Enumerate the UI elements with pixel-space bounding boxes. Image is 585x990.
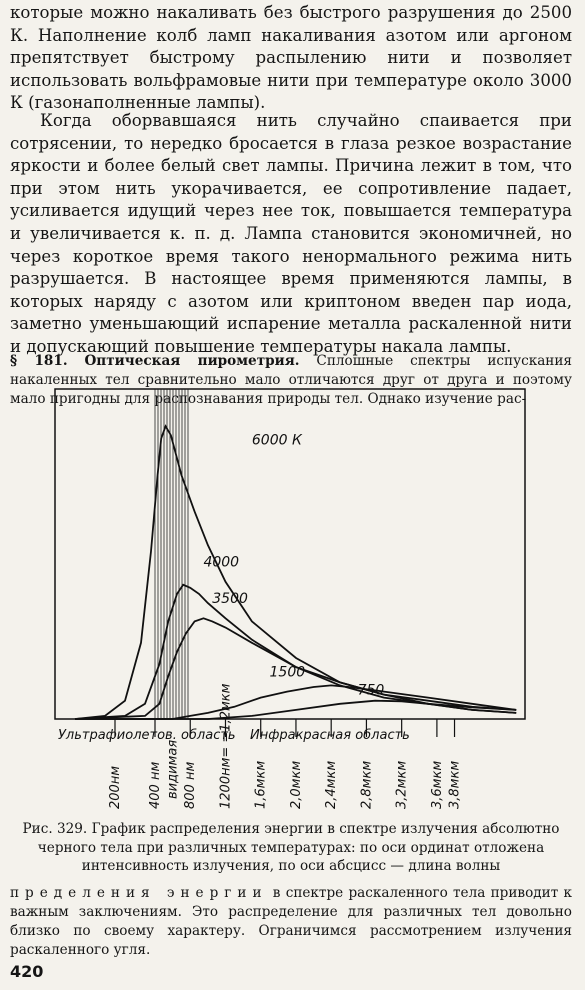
x-tick-label: 800 нм bbox=[183, 761, 199, 809]
x-tick-label: 2,0мкм bbox=[288, 760, 304, 809]
curve-label-2: 3500 bbox=[212, 591, 248, 608]
uv-region-label: Ультрафиолетов. область bbox=[58, 728, 236, 743]
x-tick-label: 1200нм= =1,2мкм bbox=[218, 683, 234, 809]
x-tick-label: 3,8мкм bbox=[447, 760, 463, 809]
figure-caption: Рис. 329. График распределения энергии в спектре излучения абсолютно черного тела при различных температурах: по оси ординат отложена интенсивность излучения, по оси абсцисс — длина волны bbox=[22, 821, 560, 874]
curve-3 bbox=[75, 682, 516, 719]
paragraph-1: которые можно накаливать без быстрого разрушения до 2500 К. Наполнение колб ламп накаливания азотом или аргоном препятствует быстрому распылению нити и позволяет использовать вольфрамовые нити при температуре около 3000 К (газонаполненные лампы). bbox=[10, 3, 572, 113]
x-tick-label: 2,4мкм bbox=[324, 760, 340, 809]
x-tick-label: 200нм bbox=[108, 765, 123, 809]
energy-distribution-chart bbox=[0, 384, 585, 814]
paragraph-2: Когда оборвавшаяся нить случайно спаивается при сотрясении, то нередко бросается в глаза резкое возрастание яркости и более белый свет лампы. Причина лежит в том, что при этом нить укорачивается, ее сопротивление падает, усиливается идущий через нее ток, повышается температура и увеличивается к. п. д. Лампа становится экономичней, но через короткое время такого ненормального режима нить разрушается. В настоящее время применяются лампы, в которых наряду с азотом или криптоном введен пар иода, заметно уменьшающий испарение металла раскаленной нити и допускающий повышение температуры накала лампы. bbox=[10, 111, 572, 356]
page-number: 420 bbox=[10, 962, 44, 981]
curve-labels bbox=[203, 433, 384, 699]
x-tick-label: 400 нм bbox=[148, 761, 163, 809]
curve-label-4: 750 bbox=[357, 682, 385, 699]
x-tick-label: 3,2мкм bbox=[394, 760, 410, 809]
visible-region-label: видимая bbox=[165, 739, 181, 799]
curve-1 bbox=[75, 585, 516, 719]
section-title: Оптическая пирометрия. bbox=[84, 353, 300, 369]
x-tick-label: 2,8мкм bbox=[359, 760, 375, 809]
curve-label-0: 6000 К bbox=[251, 432, 302, 449]
paragraph-after-text: в спектре раскаленного тела приводит к важным заключениям. Это распределение для различных тел довольно близко по своему характеру. Ограничимся рассмотрением излучения раскаленного угля. bbox=[10, 885, 572, 958]
section-body: Сплошные спектры испускания накаленных тел сравнительно мало отличаются друг от друга и поэтому мало пригодны для распознавания природы тел. Однако изучение рас- bbox=[10, 353, 572, 407]
x-tick-label: 1,6мкм bbox=[253, 760, 269, 809]
section-number: § 181. bbox=[10, 353, 68, 369]
ir-region-label: Инфракрасная область bbox=[250, 728, 410, 743]
curve-label-3: 1500 bbox=[269, 664, 306, 681]
paragraph-after bbox=[10, 884, 572, 960]
curve-label-1: 4000 bbox=[203, 554, 240, 571]
spaced-text: пределения энергии bbox=[10, 885, 268, 901]
x-tick-label: 3,6мкм bbox=[429, 760, 445, 809]
